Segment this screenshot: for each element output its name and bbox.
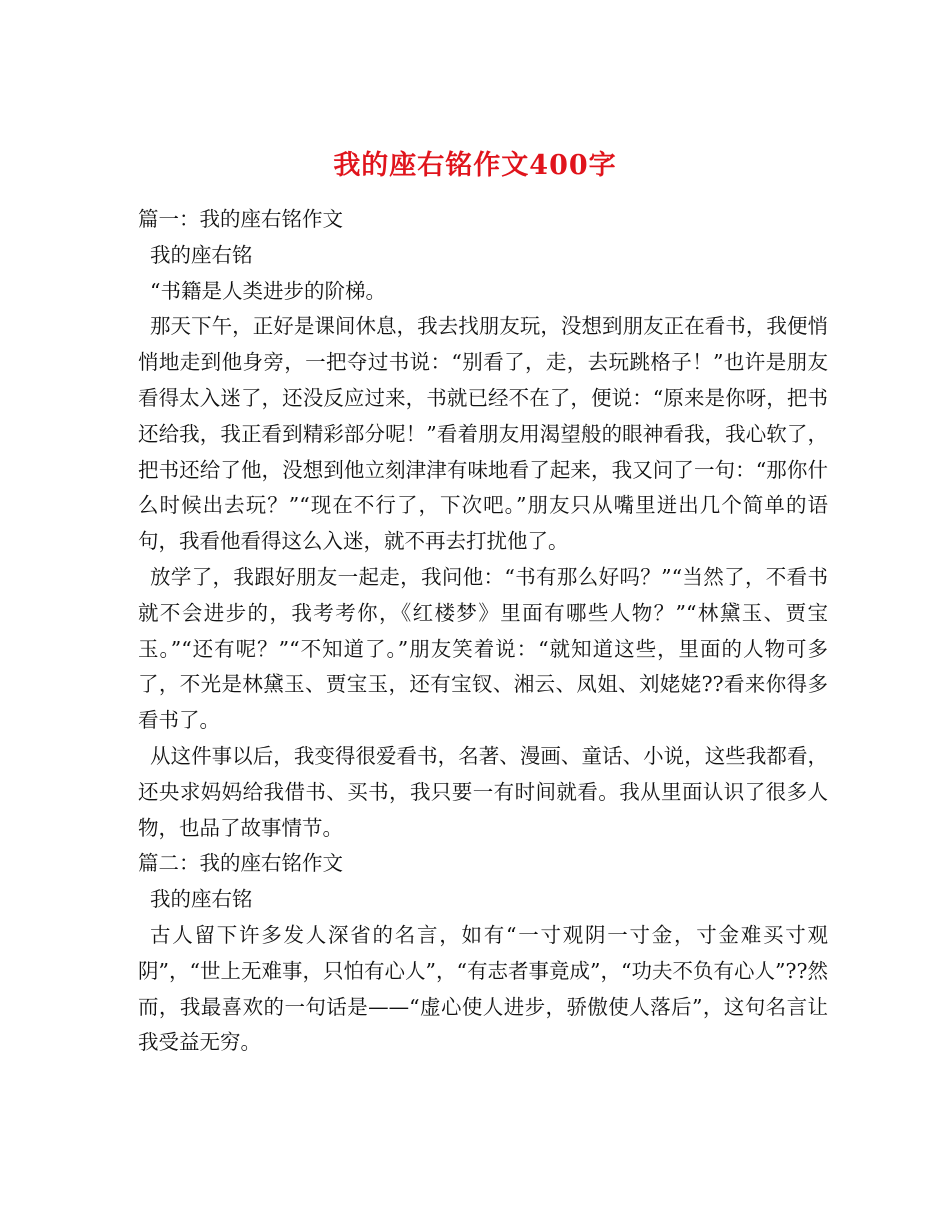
section-1-paragraph-3: 放学了，我跟好朋友一起走，我问他：“书有那么好吗？”“当然了，不看书就不会进步的，我考考你，《红楼梦》里面有哪些人物？”“林黛玉、贾宝玉。”“还有呢？”“不知道了。”朋友笑着说：“就知道这些，里面的人物可多了，不光是林黛玉、贾宝玉，还有宝钗、湘云、凤姐、刘姥姥??看来你得多看书了。 <box>138 564 828 733</box>
section-1-subheading: 我的座右铭 <box>150 242 253 267</box>
section-2-heading: 篇二：我的座右铭作文 <box>138 851 343 876</box>
section-2-paragraph-1: 古人留下许多发人深省的名言，如有“一寸观阴一寸金，寸金难买寸观阴”，“世上无难事，只怕有心人”，“有志者事竟成”，“功夫不负有心人”??然而，我最喜欢的一句话是——“虚心使人进步，骄傲使人落后”，这句名言让我受益无穷。 <box>138 922 828 1055</box>
document-body <box>138 202 828 1061</box>
section-1-heading: 篇一：我的座右铭作文 <box>138 207 343 231</box>
document-title: 我的座右铭作文400字 <box>333 150 617 182</box>
section-2-subheading: 我的座右铭 <box>150 887 253 912</box>
section-1-paragraph-4: 从这件事以后，我变得很爱看书，名著、漫画、童话、小说，这些我都看，还央求妈妈给我借书、买书，我只要一有时间就看。我从里面认识了很多人物，也品了故事情节。 <box>138 743 828 840</box>
section-1-paragraph-1: “书籍是人类进步的阶梯。 <box>150 278 386 303</box>
section-1-paragraph-2: 那天下午，正好是课间休息，我去找朋友玩，没想到朋友正在看书，我便悄悄地走到他身旁，一把夺过书说：“别看了，走，去玩跳格子！”也许是朋友看得太入迷了，还没反应过来，书就已经不在了，便说：“原来是你呀，把书还给我，我正看到精彩部分呢！”看着朋友用渴望般的眼神看我，我心软了，把书还给了他，没想到他立刻津津有味地看了起来，我又问了一句：“那你什么时候出去玩？”“现在不行了，下次吧。”朋友只从嘴里迸出几个简单的语句，我看他看得这么入迷，就不再去打扰他了。 <box>138 314 828 554</box>
